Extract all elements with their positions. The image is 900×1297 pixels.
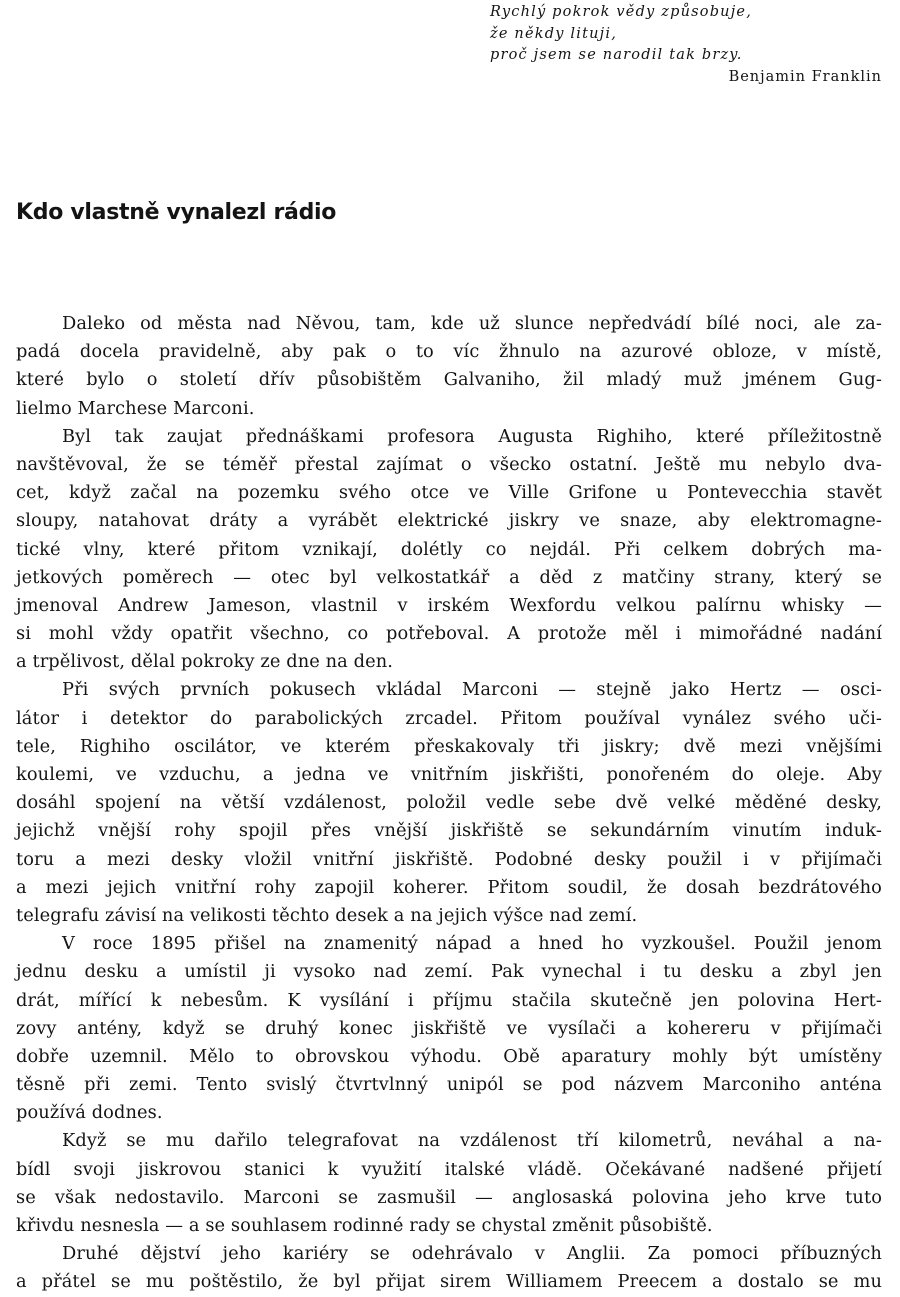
text-line: bídl svoji jiskrovou stanici k využití italské vládě. Očekávané nadšené přijetí (16, 1158, 882, 1180)
epigraph (482, 2, 882, 88)
text-line: cet, když začal na pozemku svého otce ve Ville Grifone u Pontevecchia stavět (16, 482, 882, 504)
text-line: jmenoval Andrew Jameson, vlastnil v irském Wexfordu velkou palírnu whisky — (16, 594, 882, 616)
text-line: tele, Righiho oscilátor, ve kterém přeskakovaly tři jiskry; dvě mezi vnějšími (16, 735, 882, 757)
text-line: dosáhl spojení na větší vzdálenost, položil vedle sebe dvě velké měděné desky, (16, 792, 882, 814)
text-line: toru a mezi desky vložil vnitřní jiskřiště. Podobné desky použil i v přijímači (16, 848, 882, 870)
chapter-title: Kdo vlastně vynalezl rádio (16, 200, 337, 225)
text-line: a trpělivost, dělal pokroky ze dne na den. (16, 651, 394, 673)
text-line: lielmo Marchese Marconi. (16, 397, 255, 419)
epigraph-author: Benjamin Franklin (728, 68, 882, 85)
text-line: těsně při zemi. Tento svislý čtvrtvlnný unipól se pod názvem Marconiho anténa (16, 1074, 882, 1096)
text-line: telegrafu závisí na velikosti těchto desek a na jejich výšce nad zemí. (16, 904, 638, 926)
text-line: tické vlny, které přitom vznikají, dolétly co nejdál. Při celkem dobrých ma- (16, 538, 882, 560)
text-line: sloupy, natahovat dráty a vyrábět elektrické jiskry ve snaze, aby elektromagne- (16, 510, 882, 532)
text-line: padá docela pravidelně, aby pak o to víc žhnulo na azurové obloze, v místě, (16, 341, 882, 363)
text-line: jednu desku a umístil ji vysoko nad zemí. Pak vynechal i tu desku a zbyl jen (16, 961, 882, 983)
epigraph-line: Rychlý pokrok vědy způsobuje, (490, 4, 752, 20)
text-line: a přátel se mu poštěstilo, že byl přijat sirem Williamem Preecem a dostalo se mu (16, 1271, 882, 1293)
text-line: koulemi, ve vzduchu, a jedna ve vnitřním jiskřišti, ponořeném do oleje. Aby (16, 764, 882, 785)
text-line: se však nedostavilo. Marconi se zasmušil — anglosaská polovina jeho krve tuto (16, 1186, 882, 1208)
text-line: používá dodnes. (16, 1102, 163, 1124)
text-line: dobře uzemnil. Mělo to obrovskou výhodu. Obě aparatury mohly být umístěny (16, 1045, 882, 1067)
text-line: jejichž vnější rohy spojil přes vnější jiskřiště se sekundárním vinutím induk- (16, 820, 882, 842)
text-line: navštěvoval, že se téměř přestal zajímat o všecko ostatní. Ještě mu nebylo dva- (16, 453, 882, 475)
text-line: Při svých prvních pokusech vkládal Marconi — stejně jako Hertz — osci- (62, 679, 882, 701)
epigraph-line: proč jsem se narodil tak brzy. (490, 47, 743, 63)
text-line: Daleko od města nad Něvou, tam, kde už slunce nepředvádí bílé noci, ale za- (62, 313, 882, 334)
text-line: Byl tak zaujat přednáškami profesora Augusta Righiho, které příležitostně (62, 425, 882, 447)
text-line: látor i detektor do parabolických zrcadel. Přitom používal vynález svého uči- (16, 707, 882, 729)
text-line: si mohl vždy opatřit všechno, co potřeboval. A protože měl i mimořádné nadání (16, 623, 882, 645)
text-line: křivdu nesnesla — a se souhlasem rodinné rady se chystal změnit působiště. (16, 1215, 713, 1236)
text-line: drát, mířící k nebesům. K vysílání i příjmu stačila skutečně jen polovina Hert- (16, 989, 882, 1011)
text-line: zovy antény, když se druhý konec jiskřiště ve vysílači a kohereru v přijímači (16, 1017, 882, 1039)
text-line: Druhé dějství jeho kariéry se odehrávalo v Anglii. Za pomoci příbuzných (62, 1243, 882, 1265)
text-line: Když se mu dařilo telegrafovat na vzdálenost tří kilometrů, neváhal a na- (62, 1130, 882, 1152)
epigraph-line: že někdy lituji, (490, 25, 618, 42)
text-line: jetkových poměrech — otec byl velkostatkář a děd z matčiny strany, který se (16, 566, 882, 588)
body-text (16, 310, 882, 1297)
text-line: V roce 1895 přišel na znamenitý nápad a hned ho vyzkoušel. Použil jenom (62, 933, 882, 955)
text-line: a mezi jejich vnitřní rohy zapojil koherer. Přitom soudil, že dosah bezdrátového (16, 876, 882, 898)
text-line: které bylo o století dřív působištěm Galvaniho, žil mladý muž jménem Gug- (16, 369, 882, 391)
